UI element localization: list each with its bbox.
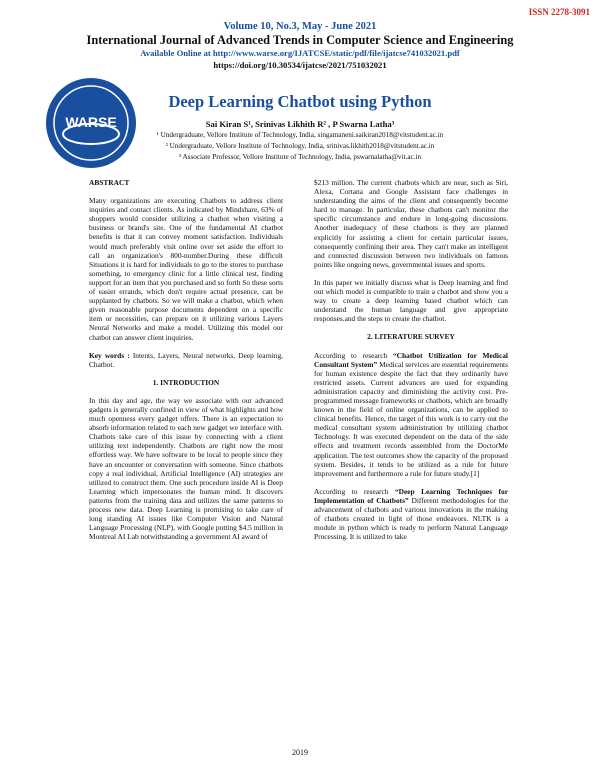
journal-volume: Volume 10, No.3, May - June 2021 — [223, 21, 377, 32]
survey-2-lead: According to research — [314, 486, 395, 496]
author-list: Sai Kiran S¹, Srinivas Likhith R² , P Swarna Latha³ — [205, 119, 395, 129]
left-column — [89, 178, 283, 550]
doi-link[interactable]: https://doi.org/10.30534/ijatcse/2021/751032021 — [213, 60, 387, 70]
availability-url[interactable]: Available Online at http://www.warse.org/IJATCSE/static/pdf/file/ijatcse741032021.pdf — [140, 48, 460, 58]
abstract-text: Many organizations are executing Chatbots to address client inquiries and contact clients. As indicated by Mindshare, 63% of shoppers would consider utilizing a chatbot when visiting a business or brand's site. One of the fundamental AI chatbot benefits is that it can convey moment satisfaction. Individuals would much preferably visit online over set aside the effort to call an organization's 800-number.During these difficult Situations it is hard for individuals to go to the stores to purchase something, to emergency clinic for a little clinical test, finding support for an item that you purchased and so forth So these sorts of easier errands, which don't require actual presence, can be supplanted by chatbots. So we will make a chatbot, which when given reasonable purpose documents dependent on a specific item or necessities, can prepare on it utilizing various Layers Neural Networks and make a model. Utilizing this model our chatbot can answer client inquiries. — [89, 196, 283, 342]
survey-2-title: “Deep Learning Techniques for Implementation of Chatbots” — [314, 486, 508, 505]
affiliation-1: ¹ Undergraduate, Vellore Institute of Technology, India, singamaneni.saikiran2018@vitstudent.ac.in — [156, 131, 444, 139]
introduction-heading: 1. INTRODUCTION — [152, 377, 220, 387]
survey-paragraph-1 — [314, 351, 508, 478]
intro-continued-text: $213 million. The current chatbots which are near, such as Siri, Alexa, Cortana and Google Assistant face challenges in understanding the aims of the client and consequently become hard to manage. In particular, these chatbots can't monitor the specific circumstance and endure in long-going discussions. Another inadequacy of these chatbots is they are planned explicitly for assisting a client for certain particular issues, consequently confining their area. They can't make an intelligent and connected discussion between two individuals on famous points like ongoing news, governmental issues and sports. — [314, 178, 508, 269]
affiliation-3: ³ Associate Professor, Vellore Institute of Technology, India, pswarnalatha@vit.ac.in — [178, 153, 422, 161]
survey-1-lead: According to research — [314, 350, 393, 360]
issn: ISSN 2278-3091 — [528, 7, 590, 17]
keywords-label: Key words : — [89, 350, 130, 360]
survey-2-body: Different methodologies for the advancement of chatbots and various innovations in the making of chatbots created in light of those endeavors. NLTK is a module in python which is ready to perform Natural Language Processing. It is utilized to take — [314, 495, 508, 542]
journal-title: International Journal of Advanced Trends in Computer Science and Engineering — [86, 33, 514, 47]
survey-1-body: Medical services are essential requirements for human existence despite the fact that they ordinarily have restricted assets. Current advances are used for expanding administration capacity and diminishing the activity cost. Pre-programmed message frameworks or chatbots, which are broadly known in the field of online organizations, can be applied to clinical benefits. Hence, the target of this work is to carry out the medical consultant system administration by utilizing chatbot Technology. It was executed dependent on the data of the side effects and treatment records assembled from the DoctorMe application. The test outcomes show the capacity of the proposed system. Besides, it tends to be utilized as a rule for future improvement and furthermore a rule for future study.[1] — [314, 359, 508, 478]
paper-title: Deep Learning Chatbot using Python — [168, 92, 432, 111]
abstract-heading: ABSTRACT — [89, 178, 130, 187]
literature-survey-heading: 2. LITERATURE SURVEY — [367, 332, 455, 342]
page-number: 2019 — [292, 748, 308, 757]
introduction-text: In this day and age, the way we associate with our advanced gadgets is generally confined in view of what highlights and how much openness every gadget offers. There is an expectation to absorb information related to each new gadget we interface with. Chatbots take care of this issue by connecting with a client utilizing text independently. Chatbots are right now the most effortless way. We have software to be local to people since they have an encounter or conversation with someone. Since chatbots copy a real individual, Artificial Intelligence (AI) strategies are utilized to construct them. One such procedure inside AI is Deep Learning which impersonates the human mind. It discovers patterns from the training data and utilizes the same patterns to process new data. Deep Learning is promising to take care of long standing AI issues like Computer Vision and Natural Language Processing (NLP), with Google putting $4.5 million in Montreal AI Lab notwithstanding a government AI award of — [89, 395, 283, 542]
survey-paragraph-2 — [314, 487, 508, 542]
right-column — [314, 178, 508, 550]
keywords — [89, 351, 283, 369]
logo-text: WARSE — [65, 114, 117, 130]
survey-1-title: “Chatbot Utilization for Medical Consultant System” — [314, 350, 508, 369]
affiliation-2: ² Undergraduate, Vellore Institute of Technology, India, srinivas.likhith2018@vitstudent.ac.in — [165, 142, 435, 150]
keywords-list: Intents, Layers, Neural networks, Deep learning, Chatbot. — [89, 350, 283, 369]
paper-aim-text: In this paper we initially discuss what is Deep learning and find out which model is compatible to train a chatbot and show you a way to create a deep learning based chatbot which can understand the human language and give appropriate responses.and the steps to create the chatbot. — [314, 277, 508, 324]
